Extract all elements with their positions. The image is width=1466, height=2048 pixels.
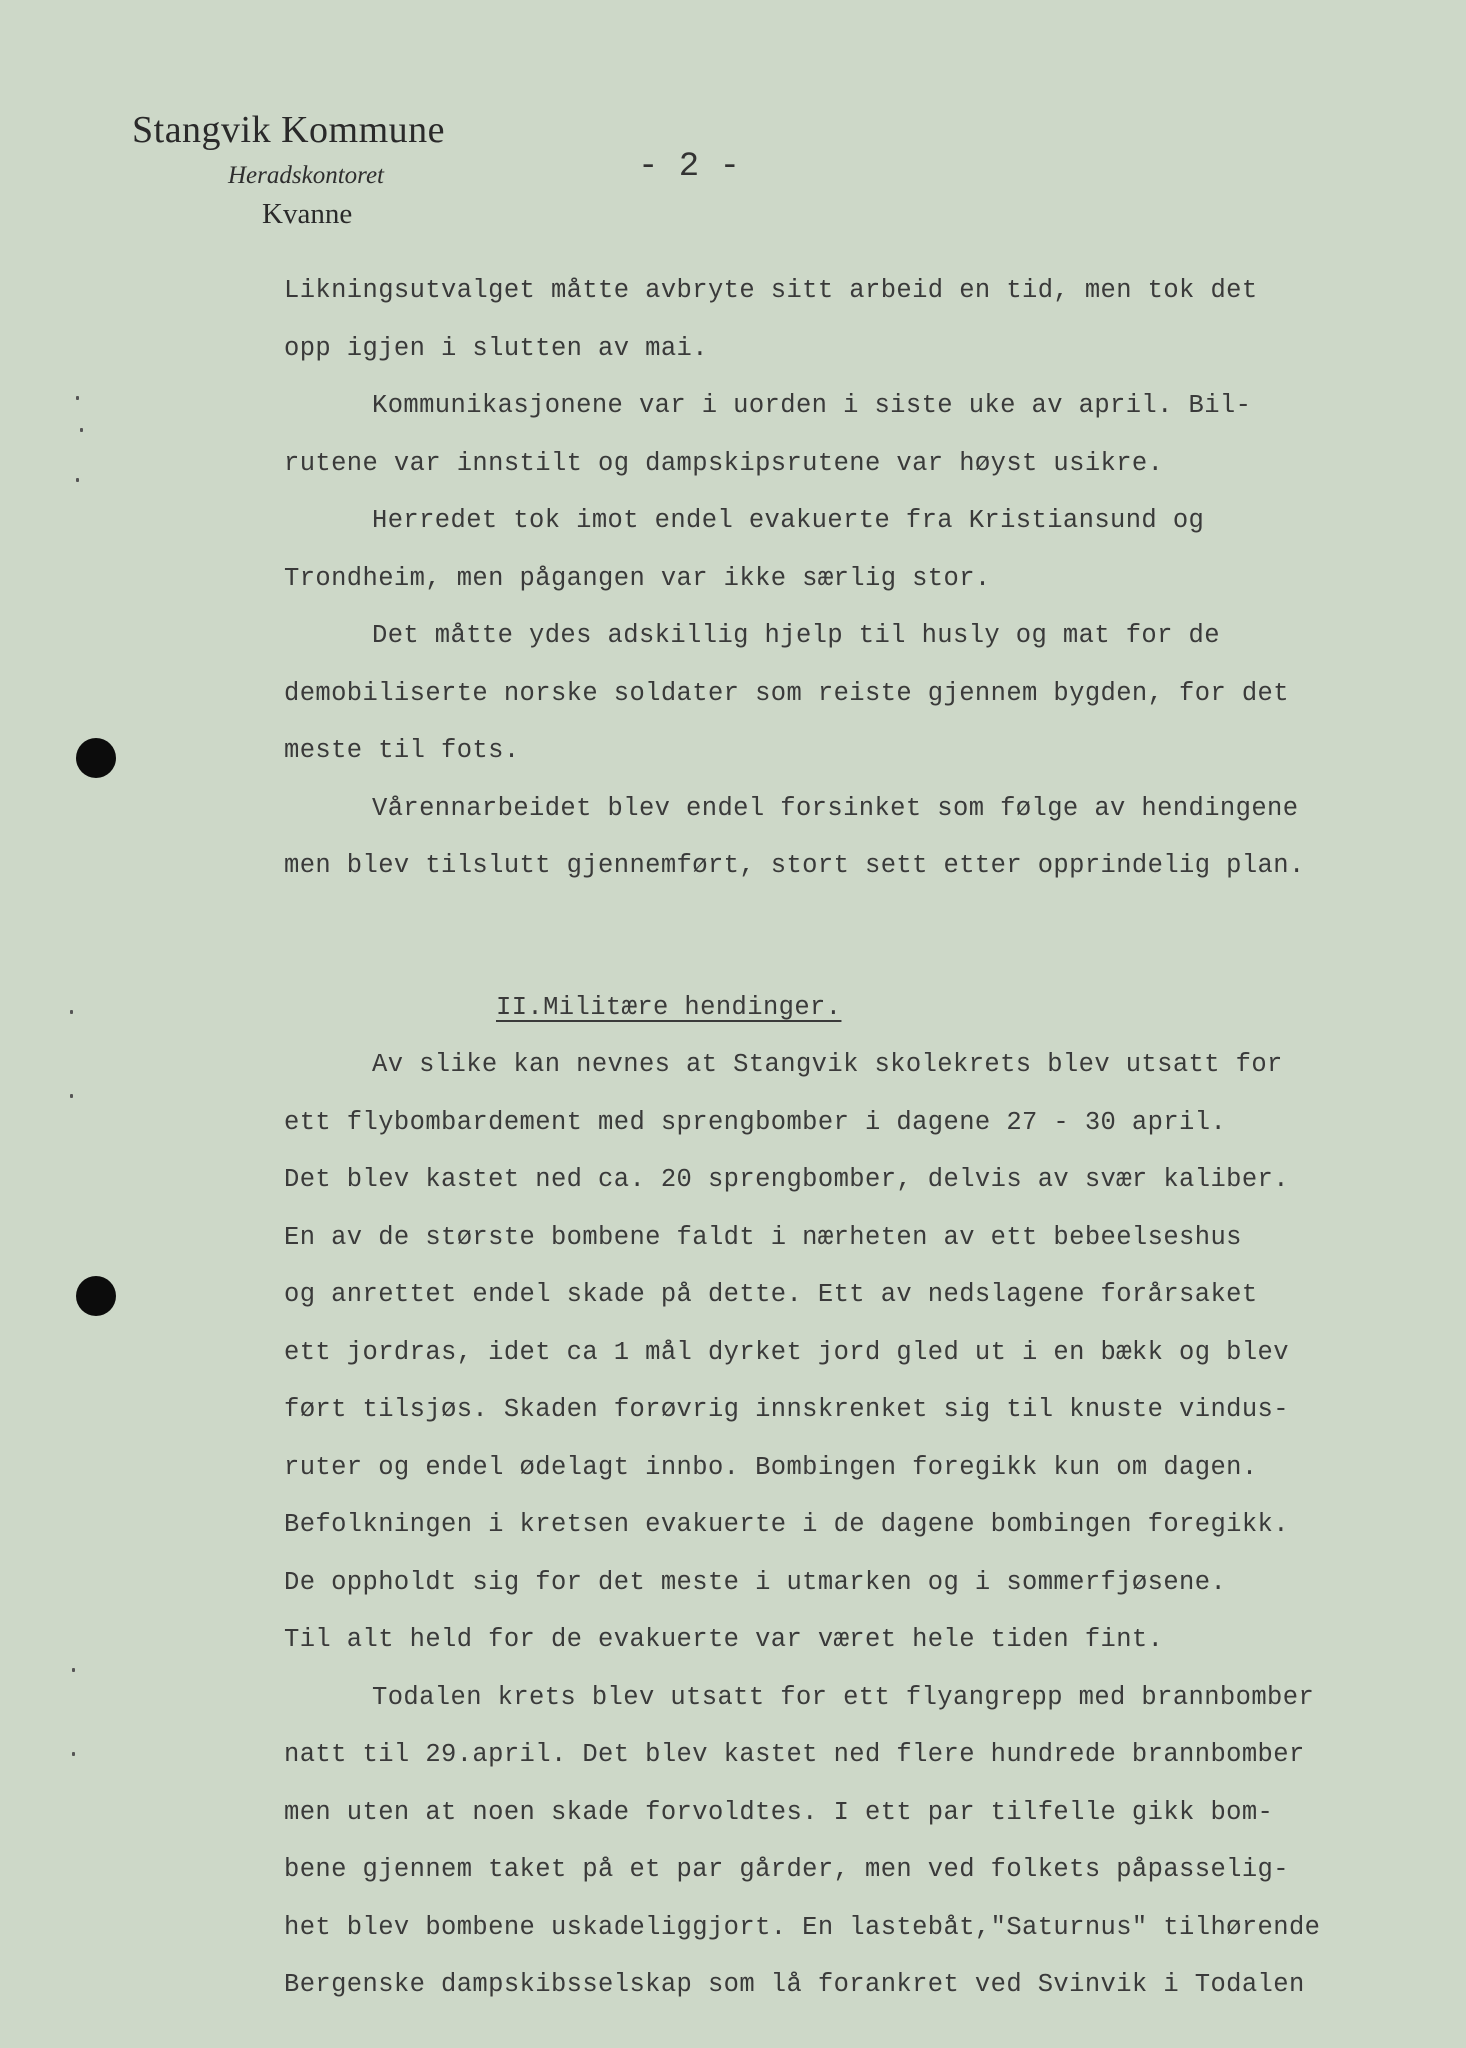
paper-speck <box>80 428 83 432</box>
text-line: rutene var innstilt og dampskipsrutene var høyst usikre. <box>284 448 1164 478</box>
section-gap <box>284 895 1444 979</box>
text-line: En av de største bombene faldt i nærheten av ett bebeelseshus <box>284 1222 1242 1252</box>
punch-hole <box>76 1276 116 1316</box>
text-line: og anrettet endel skade på dette. Ett av nedslagene forårsaket <box>284 1280 1258 1309</box>
paper-speck <box>76 396 79 400</box>
text-line: demobiliserte norske soldater som reiste gjennem bygden, for det <box>284 678 1289 708</box>
paper-speck <box>70 1094 73 1098</box>
text-line: natt til 29.april. Det blev kastet ned flere hundrede brannbomber <box>284 1740 1305 1769</box>
text-line: Todalen krets blev utsatt for ett flyangrepp med brannbomber <box>372 1682 1315 1712</box>
text-line: ett jordras, idet ca 1 mål dyrket jord gled ut i en bækk og blev <box>284 1337 1289 1367</box>
text-line: het blev bombene uskadeliggjort. En lastebåt,"Saturnus" tilhørende <box>284 1912 1321 1942</box>
section-heading-text: II.Militære hendinger. <box>496 992 842 1022</box>
text-line: Befolkningen i kretsen evakuerte i de dagene bombingen foregikk. <box>284 1510 1289 1539</box>
paper-speck <box>72 1668 75 1672</box>
section-heading <box>284 979 1444 1037</box>
text-line: ett flybombardement med sprengbomber i dagene 27 - 30 april. <box>284 1107 1227 1137</box>
text-line: meste til fots. <box>284 736 520 765</box>
paper-speck <box>70 1010 73 1014</box>
text-line: Kommunikasjonene var i uorden i siste uke av april. Bil- <box>372 391 1252 420</box>
paper-speck <box>76 478 79 482</box>
text-line: Av slike kan nevnes at Stangvik skolekrets blev utsatt for <box>372 1050 1283 1079</box>
text-line: bene gjennem taket på et par gårder, men ved folkets påpasselig- <box>284 1855 1289 1884</box>
text-line: Vårennarbeidet blev endel forsinket som følge av hendingene <box>372 793 1299 823</box>
text-line: opp igjen i slutten av mai. <box>284 333 708 363</box>
text-line: Bergenske dampskibsselskap som lå forankret ved Svinvik i Todalen <box>284 1970 1305 1999</box>
text-line: men blev tilslutt gjennemført, stort sett etter opprindelig plan. <box>284 851 1305 880</box>
text-line: ført tilsjøs. Skaden forøvrig innskrenket sig til knuste vindus- <box>284 1395 1289 1424</box>
typed-body <box>284 262 1444 2014</box>
text-line: ruter og endel ødelagt innbo. Bombingen foregikk kun om dagen. <box>284 1452 1258 1482</box>
text-line: Herredet tok imot endel evakuerte fra Kristiansund og <box>372 506 1205 535</box>
punch-hole <box>76 738 116 778</box>
text-line: De oppholdt sig for det meste i utmarken og i sommerfjøsene. <box>284 1567 1227 1597</box>
text-line: Likningsutvalget måtte avbryte sitt arbeid en tid, men tok det <box>284 276 1258 305</box>
letterhead-place: Kvanne <box>262 198 353 230</box>
text-line: Det blev kastet ned ca. 20 sprengbomber, delvis av svær kaliber. <box>284 1165 1289 1194</box>
letterhead-office: Heradskontoret <box>228 162 384 189</box>
text-line: men uten at noen skade forvoldtes. I ett par tilfelle gikk bom- <box>284 1797 1274 1827</box>
paper-speck <box>72 1752 75 1756</box>
page-number: - 2 - <box>638 148 741 186</box>
text-line: Trondheim, men pågangen var ikke særlig stor. <box>284 563 991 593</box>
text-line: Det måtte ydes adskillig hjelp til husly og mat for de <box>372 621 1220 650</box>
text-line: Til alt held for de evakuerte var været hele tiden fint. <box>284 1625 1164 1654</box>
letterhead-organization: Stangvik Kommune <box>132 109 446 151</box>
